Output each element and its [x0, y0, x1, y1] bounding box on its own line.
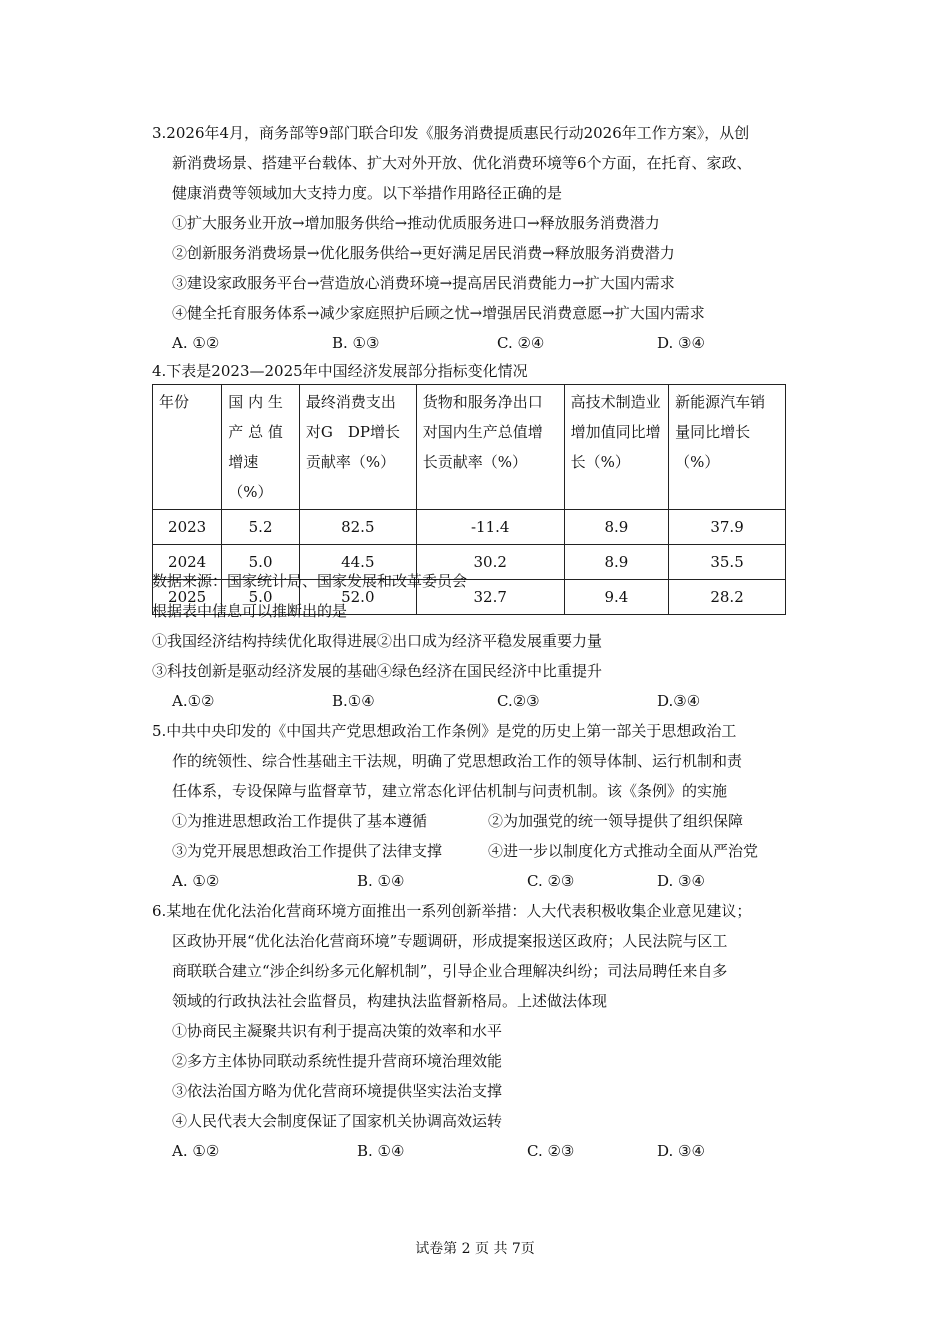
- choice-d: D.③④: [657, 692, 701, 710]
- choice-b: B. ①③: [332, 334, 380, 352]
- choice-c: C. ②③: [527, 872, 575, 890]
- question-5-stem-line-1: 5.中共中央印发的《中国共产党思想政治工作条例》是党的历史上第一部关于思想政治工: [152, 722, 737, 740]
- question-6-option-2: ②多方主体协同联动系统性提升营商环境治理效能: [172, 1052, 503, 1070]
- choice-b: B. ①④: [357, 1142, 405, 1160]
- question-3-stem-line-1: 3.2026年4月，商务部等9部门联合印发《服务消费提质惠民行动2026年工作方案》，从创: [152, 124, 750, 142]
- question-5-stem-line-3: 任体系，专设保障与监督章节，建立常态化评估机制与问责机制。该《条例》的实施: [172, 782, 728, 800]
- header-gdp-growth: 国 内 生 产 总 值 增速（%）: [222, 385, 300, 510]
- question-3: [152, 118, 812, 358]
- cell-consumption: 44.5: [299, 545, 416, 580]
- question-5-option-4: ④进一步以制度化方式推动全面从严治党: [488, 842, 759, 860]
- cell-nev: 37.9: [669, 510, 786, 545]
- header-net-export-contribution: 货物和服务净出口对国内生产总值增长贡献率（%）: [416, 385, 564, 510]
- cell-gdp: 5.0: [222, 545, 300, 580]
- question-5-options-row-2: [152, 836, 812, 866]
- choice-c: C.②③: [497, 692, 540, 710]
- cell-nev: 28.2: [669, 580, 786, 615]
- choice-b: B.①④: [332, 692, 375, 710]
- question-3-stem-line-2: 新消费场景、搭建平台载体、扩大对外开放、优化消费环境等6个方面，在托育、家政、: [172, 154, 752, 172]
- choice-a: A.①②: [172, 692, 215, 710]
- question-4-prompt: 根据表中信息可以推断出的是: [152, 602, 348, 620]
- question-6-stem-line-4: 领域的行政执法社会监督员，构建执法监督新格局。上述做法体现: [172, 992, 608, 1010]
- cell-hightech: 8.9: [564, 545, 668, 580]
- question-5-option-3: ③为党开展思想政治工作提供了法律支撑: [172, 842, 443, 860]
- cell-consumption: 52.0: [299, 580, 416, 615]
- header-hightech-growth: 高技术制造业增加值同比增长（%）: [564, 385, 668, 510]
- header-consumption-contribution: 最终消费支出对G DP增长贡献率（%）: [299, 385, 416, 510]
- cell-gdp: 5.2: [222, 510, 300, 545]
- table-source: 数据来源：国家统计局、国家发展和改革委员会: [152, 572, 468, 590]
- question-5-option-1: ①为推进思想政治工作提供了基本遵循: [172, 812, 428, 830]
- question-5-choices: [152, 866, 812, 896]
- question-4-option-4: ④绿色经济在国民经济中比重提升: [377, 662, 603, 680]
- question-4-title-block: [152, 356, 812, 386]
- question-5-options-row-1: [152, 806, 812, 836]
- question-6-choices: [152, 1136, 812, 1166]
- choice-b: B. ①④: [357, 872, 405, 890]
- cell-year: 2023: [153, 510, 222, 545]
- cell-gdp: 5.0: [222, 580, 300, 615]
- cell-hightech: 9.4: [564, 580, 668, 615]
- question-5-option-2: ②为加强党的统一领导提供了组织保障: [488, 812, 744, 830]
- table-header-row: [153, 385, 786, 510]
- table-row: [153, 510, 786, 545]
- cell-consumption: 82.5: [299, 510, 416, 545]
- header-nev-growth: 新能源汽车销量同比增长（%）: [669, 385, 786, 510]
- question-5: [152, 716, 812, 896]
- question-4-option-1: ①我国经济结构持续优化取得进展: [152, 632, 378, 650]
- question-4-choices: [152, 686, 812, 716]
- cell-hightech: 8.9: [564, 510, 668, 545]
- question-4-options-row-2: [152, 656, 812, 686]
- question-3-stem-line-3: 健康消费等领域加大支持力度。以下举措作用路径正确的是: [172, 184, 563, 202]
- question-6-option-1: ①协商民主凝聚共识有利于提高决策的效率和水平: [172, 1022, 503, 1040]
- choice-c: C. ②③: [527, 1142, 575, 1160]
- question-3-option-2: ②创新服务消费场景→优化服务供给→更好满足居民消费→释放服务消费潜力: [172, 244, 675, 262]
- question-4-option-2: ②出口成为经济平稳发展重要力量: [377, 632, 603, 650]
- choice-a: A. ①②: [172, 334, 220, 352]
- question-5-stem-line-2: 作的统领性、综合性基础主干法规，明确了党思想政治工作的领导体制、运行机制和责: [172, 752, 743, 770]
- cell-nev: 35.5: [669, 545, 786, 580]
- choice-d: D. ③④: [657, 334, 705, 352]
- choice-a: A. ①②: [172, 1142, 220, 1160]
- question-3-option-4: ④健全托育服务体系→减少家庭照护后顾之忧→增强居民消费意愿→扩大国内需求: [172, 304, 705, 322]
- question-6-stem-line-1: 6.某地在优化法治化营商环境方面推出一系列创新举措：人大代表积极收集企业意见建议；: [152, 902, 752, 920]
- choice-d: D. ③④: [657, 1142, 705, 1160]
- question-3-choices: [152, 328, 812, 358]
- question-3-option-3: ③建设家政服务平台→营造放心消费环境→提高居民消费能力→扩大国内需求: [172, 274, 675, 292]
- question-4-options-row-1: [152, 626, 812, 656]
- page-footer: 试卷第 2 页 共 7页: [415, 1241, 535, 1257]
- cell-year: 2025: [153, 580, 222, 615]
- question-6-stem-line-2: 区政协开展“优化法治化营商环境”专题调研，形成提案报送区政府；人民法院与区工: [172, 932, 728, 950]
- choice-a: A. ①②: [172, 872, 220, 890]
- choice-d: D. ③④: [657, 872, 705, 890]
- header-year: 年份: [153, 385, 222, 510]
- cell-net-export: 30.2: [416, 545, 564, 580]
- question-3-option-1: ①扩大服务业开放→增加服务供给→推动优质服务进口→释放服务消费潜力: [172, 214, 660, 232]
- question-4-option-3: ③科技创新是驱动经济发展的基础: [152, 662, 378, 680]
- question-6-option-3: ③依法治国方略为优化营商环境提供坚实法治支撑: [172, 1082, 503, 1100]
- question-4-body: [152, 566, 812, 716]
- cell-year: 2024: [153, 545, 222, 580]
- cell-net-export: 32.7: [416, 580, 564, 615]
- cell-net-export: -11.4: [416, 510, 564, 545]
- question-4-title: 4.下表是2023—2025年中国经济发展部分指标变化情况: [152, 362, 528, 380]
- question-6-option-4: ④人民代表大会制度保证了国家机关协调高效运转: [172, 1112, 503, 1130]
- question-6: [152, 896, 812, 1166]
- question-6-stem-line-3: 商联联合建立“涉企纠纷多元化解机制”，引导企业合理解决纠纷；司法局聘任来自多: [172, 962, 728, 980]
- choice-c: C. ②④: [497, 334, 545, 352]
